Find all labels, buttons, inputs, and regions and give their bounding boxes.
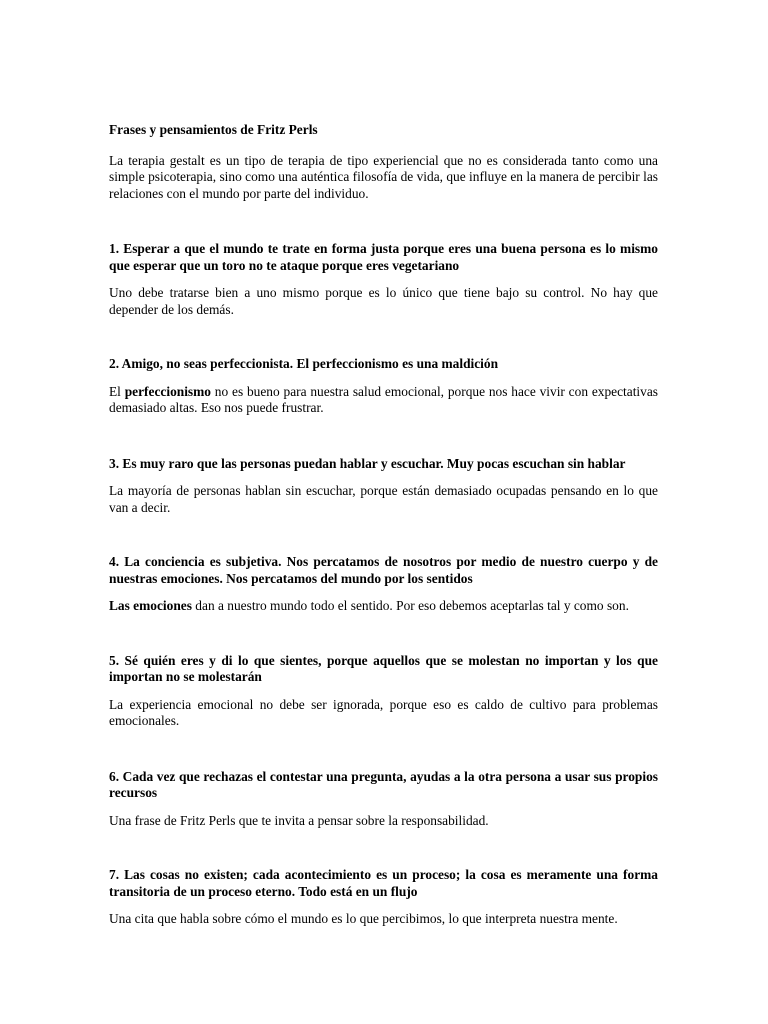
quote-commentary: Una frase de Fritz Perls que te invita a pensar sobre la responsabilidad. xyxy=(109,812,489,828)
quote-commentary: La mayoría de personas hablan sin escuchar, porque están demasiado ocupadas pensando en lo que van a decir. xyxy=(109,483,658,515)
commentary-text: no es bueno para nuestra salud emocional, porque nos hace vivir con expectativas demasiado altas. Eso nos puede frustrar. xyxy=(109,383,659,415)
quote-section-2 xyxy=(109,356,658,417)
quote-heading: 6. Cada vez que rechazas el contestar una pregunta, ayudas a la otra persona a usar sus propios recursos xyxy=(109,768,658,800)
quote-section-4 xyxy=(109,554,658,615)
document-title: Frases y pensamientos de Fritz Perls xyxy=(109,122,318,137)
quote-commentary xyxy=(109,598,658,615)
intro-paragraph: La terapia gestalt es un tipo de terapia de tipo experiencial que no es considerada tanto como una simple psicoterapia, sino como una auténtica filosofía de vida, que influye en la manera de percibir las relaciones con el mundo por parte del individuo. xyxy=(109,152,658,201)
quote-section-6 xyxy=(109,769,658,830)
quote-heading: 4. La conciencia es subjetiva. Nos percatamos de nosotros por medio de nuestro cuerpo y de nuestras emociones. Nos percatamos del mundo por los sentidos xyxy=(109,554,658,586)
quote-commentary xyxy=(109,384,658,417)
quote-heading: 5. Sé quién eres y di lo que sientes, porque aquellos que se molestan no importan y los que importan no se molestarán xyxy=(109,652,658,684)
document-body xyxy=(109,122,658,928)
quote-section-1 xyxy=(109,241,658,318)
quote-commentary: Uno debe tratarse bien a uno mismo porque es lo único que tiene bajo su control. No hay que depender de los demás. xyxy=(109,285,658,317)
commentary-text: dan a nuestro mundo todo el sentido. Por eso debemos aceptarlas tal y como son. xyxy=(191,598,629,613)
commentary-prefix: El xyxy=(109,383,125,399)
quote-heading: 2. Amigo, no seas perfeccionista. El perfeccionismo es una maldición xyxy=(109,356,499,371)
quote-heading: 7. Las cosas no existen; cada acontecimiento es un proceso; la cosa es meramente una forma transitoria de un proceso eterno. Todo está en un flujo xyxy=(109,867,658,899)
quote-section-5 xyxy=(109,653,658,730)
quote-heading: 3. Es muy raro que las personas puedan hablar y escuchar. Muy pocas escuchan sin hablar xyxy=(109,455,626,471)
quote-section-7 xyxy=(109,867,658,928)
quote-commentary: Una cita que habla sobre cómo el mundo es lo que percibimos, lo que interpreta nuestra mente. xyxy=(109,911,618,926)
commentary-bold-term: Las emociones xyxy=(109,598,192,613)
quote-commentary: La experiencia emocional no debe ser ignorada, porque eso es caldo de cultivo para problemas emocionales. xyxy=(109,696,658,728)
quote-section-3 xyxy=(109,456,658,517)
quote-heading: 1. Esperar a que el mundo te trate en forma justa porque eres una buena persona es lo mismo que esperar que un toro no te ataque porque eres vegetariano xyxy=(109,241,658,273)
commentary-bold-term: perfeccionismo xyxy=(124,383,211,399)
